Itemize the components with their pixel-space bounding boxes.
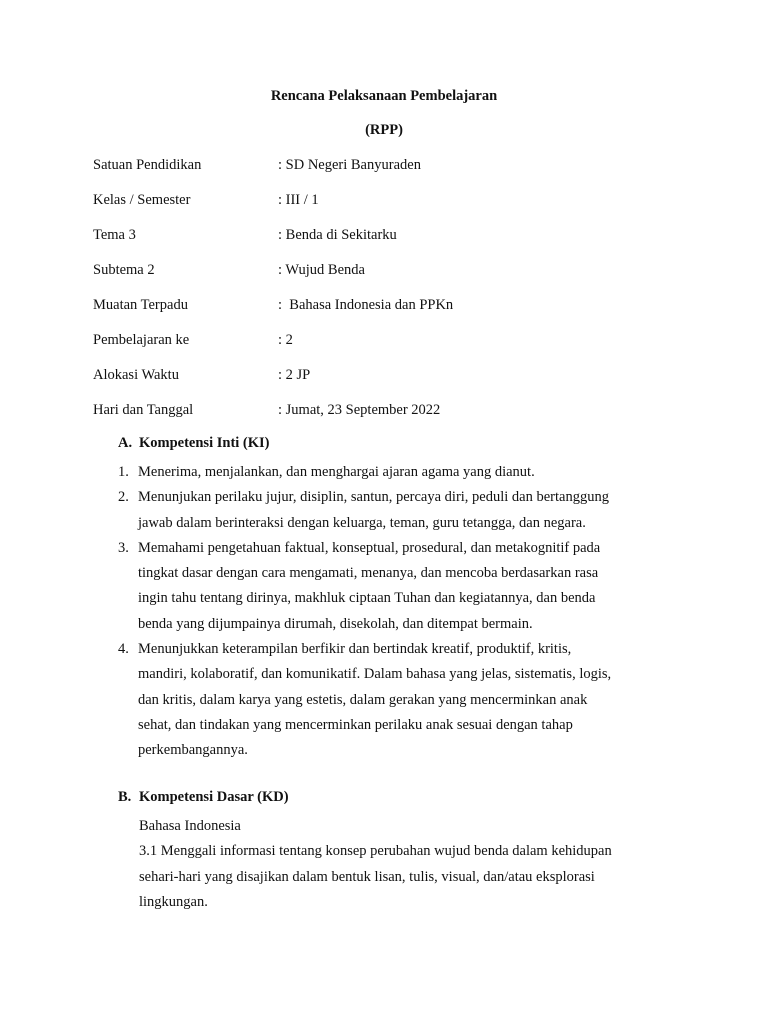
text-line: ingin tahu tentang dirinya, makhluk ciptaan Tuhan dan kegiatannya, dan benda <box>138 590 596 607</box>
text-line: perkembangannya. <box>138 742 248 759</box>
info-value: : Benda di Sekitarku <box>278 227 397 243</box>
info-row-subtema <box>93 262 693 297</box>
info-row-satuan-pendidikan <box>93 157 693 192</box>
section-heading <box>118 789 678 814</box>
text-line: dan kritis, dalam karya yang estetis, dalam gerakan yang mencerminkan anak <box>138 691 588 708</box>
info-label: Satuan Pendidikan <box>93 157 202 173</box>
info-value: : Wujud Benda <box>278 262 365 278</box>
text-line: 3.1 Menggali informasi tentang konsep perubahan wujud benda dalam kehidupan <box>139 843 612 860</box>
text-line: Menerima, menjalankan, dan menghargai ajaran agama yang dianut. <box>138 464 535 480</box>
text-line: lingkungan. <box>139 893 208 910</box>
list-text <box>138 637 678 763</box>
list-item <box>118 460 678 485</box>
section-kompetensi-inti <box>118 435 678 764</box>
info-value: : 2 JP <box>278 367 311 383</box>
text-line: tingkat dasar dengan cara mengamati, menanya, dan mencoba berdasarkan rasa <box>138 565 599 582</box>
info-row-alokasi-waktu <box>93 367 693 402</box>
section-heading-text: Kompetensi Inti (KI) <box>139 435 270 451</box>
list-number: 2. <box>118 489 129 506</box>
list-number: 1. <box>118 464 129 480</box>
info-value: : 2 <box>278 332 293 348</box>
info-value: : III / 1 <box>278 192 319 208</box>
ki-list <box>118 460 678 764</box>
info-value: : SD Negeri Banyuraden <box>278 157 421 173</box>
info-label: Subtema 2 <box>93 262 155 278</box>
list-text <box>138 485 678 536</box>
document-subtitle: (RPP) <box>365 122 403 138</box>
kd-block <box>118 814 678 915</box>
info-row-muatan-terpadu <box>93 297 693 332</box>
info-label: Hari dan Tanggal <box>93 402 194 418</box>
info-label: Tema 3 <box>93 227 136 243</box>
text-line: sehari-hari yang disajikan dalam bentuk lisan, tulis, visual, dan/atau eksplorasi <box>139 868 595 885</box>
info-value: : Bahasa Indonesia dan PPKn <box>278 297 454 313</box>
text-line: Menunjukkan keterampilan berfikir dan bertindak kreatif, produktif, kritis, <box>138 641 572 658</box>
section-heading <box>118 435 678 460</box>
info-label: Alokasi Waktu <box>93 367 179 383</box>
info-row-hari-tanggal <box>93 402 693 437</box>
text-line: benda yang dijumpainya dirumah, disekolah, dan ditempat bermain. <box>138 615 533 632</box>
info-row-pembelajaran-ke <box>93 332 693 367</box>
text-line: mandiri, kolaboratif, dan komunikatif. Dalam bahasa yang jelas, sistematis, logis, <box>138 666 612 683</box>
text-line: Memahami pengetahuan faktual, konseptual, prosedural, dan metakognitif pada <box>138 539 601 556</box>
info-label: Kelas / Semester <box>93 192 191 208</box>
info-value: : Jumat, 23 September 2022 <box>278 402 441 418</box>
info-row-tema <box>93 227 693 262</box>
text-line: Menunjukan perilaku jujur, disiplin, santun, percaya diri, peduli dan bertanggung <box>138 489 609 506</box>
list-item <box>118 637 678 763</box>
list-item <box>118 536 678 637</box>
section-heading-text: Kompetensi Dasar (KD) <box>139 789 289 805</box>
list-number: 4. <box>118 641 129 658</box>
document-title: Rencana Pelaksanaan Pembelajaran <box>270 88 498 104</box>
info-label: Pembelajaran ke <box>93 332 190 348</box>
text-line: jawab dalam berinteraksi dengan keluarga, teman, guru tetangga, dan negara. <box>138 514 586 531</box>
section-letter: B. <box>118 789 132 805</box>
section-letter: A. <box>118 435 133 451</box>
info-label: Muatan Terpadu <box>93 297 188 313</box>
identity-table <box>93 157 693 437</box>
section-kompetensi-dasar <box>118 789 678 915</box>
text-line: sehat, dan tindakan yang mencerminkan perilaku anak sesuai dengan tahap <box>138 716 573 733</box>
list-text <box>138 460 678 485</box>
list-item <box>118 485 678 536</box>
list-number: 3. <box>118 539 129 556</box>
subject-label: Bahasa Indonesia <box>139 818 241 834</box>
info-row-kelas-semester <box>93 192 693 227</box>
list-text <box>138 536 678 637</box>
